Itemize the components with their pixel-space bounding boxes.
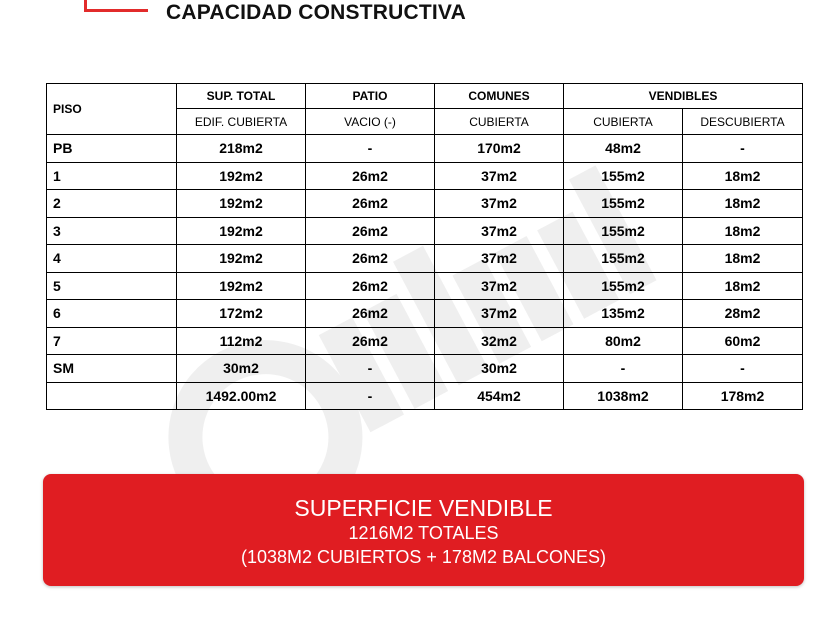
table-cell: 37m2	[435, 272, 564, 300]
banner-title: SUPERFICIE VENDIBLE	[294, 495, 553, 521]
banner-total: 1216M2 TOTALES	[348, 523, 499, 543]
table-cell: -	[564, 355, 683, 383]
table-cell: 135m2	[564, 300, 683, 328]
subheader-edif-cubierta: EDIF. CUBIERTA	[177, 109, 306, 135]
table-cell: 1038m2	[564, 382, 683, 410]
table-row	[47, 300, 803, 328]
table-cell: 178m2	[683, 382, 803, 410]
table-cell: 26m2	[306, 272, 435, 300]
page-title: CAPACIDAD CONSTRUCTIVA	[166, 1, 466, 24]
table-cell: 60m2	[683, 327, 803, 355]
table-cell: -	[306, 382, 435, 410]
floor-cell: PB	[47, 135, 177, 163]
table-cell: -	[683, 135, 803, 163]
table-row	[47, 190, 803, 218]
table-cell: 454m2	[435, 382, 564, 410]
floor-cell: 4	[47, 245, 177, 273]
table-cell: 30m2	[177, 355, 306, 383]
summary-banner	[43, 474, 804, 586]
table-cell: 37m2	[435, 162, 564, 190]
table-cell: 1492.00m2	[177, 382, 306, 410]
table-cell: 155m2	[564, 190, 683, 218]
table-cell: 18m2	[683, 245, 803, 273]
table-cell: 112m2	[177, 327, 306, 355]
header-patio: PATIO	[306, 84, 435, 109]
table-cell: 32m2	[435, 327, 564, 355]
table-cell: 18m2	[683, 190, 803, 218]
table-cell: 37m2	[435, 300, 564, 328]
table-cell: 30m2	[435, 355, 564, 383]
table-cell: 28m2	[683, 300, 803, 328]
table-row	[47, 272, 803, 300]
table-cell: 18m2	[683, 272, 803, 300]
subheader-vendibles-descubierta: DESCUBIERTA	[683, 109, 803, 135]
table-cell: 48m2	[564, 135, 683, 163]
table-cell: 192m2	[177, 272, 306, 300]
header-vendibles: VENDIBLES	[564, 84, 803, 109]
table-row	[47, 135, 803, 163]
table-cell: 37m2	[435, 245, 564, 273]
banner-breakdown: (1038M2 CUBIERTOS + 178M2 BALCONES)	[241, 547, 606, 567]
table-cell: 192m2	[177, 190, 306, 218]
table-cell: 18m2	[683, 162, 803, 190]
table-cell: 172m2	[177, 300, 306, 328]
table-cell: 155m2	[564, 245, 683, 273]
table-cell: 80m2	[564, 327, 683, 355]
table-cell: 26m2	[306, 217, 435, 245]
table-header-row	[47, 84, 803, 109]
floor-cell: 1	[47, 162, 177, 190]
floor-cell: 7	[47, 327, 177, 355]
header-comunes: COMUNES	[435, 84, 564, 109]
table-cell: 192m2	[177, 217, 306, 245]
capacity-table	[46, 83, 803, 410]
table-cell: 26m2	[306, 245, 435, 273]
table-cell: 26m2	[306, 300, 435, 328]
table-cell: -	[683, 355, 803, 383]
table-cell: -	[306, 135, 435, 163]
table-row	[47, 382, 803, 410]
logo-mark	[84, 0, 148, 12]
floor-cell: 3	[47, 217, 177, 245]
table-row	[47, 217, 803, 245]
table-cell: 26m2	[306, 162, 435, 190]
table-cell: 155m2	[564, 217, 683, 245]
header-piso: PISO	[47, 84, 177, 135]
table-cell: 192m2	[177, 162, 306, 190]
subheader-vendibles-cubierta: CUBIERTA	[564, 109, 683, 135]
floor-cell: 6	[47, 300, 177, 328]
table-cell: -	[306, 355, 435, 383]
table-cell: 37m2	[435, 217, 564, 245]
floor-cell: SM	[47, 355, 177, 383]
table-row	[47, 162, 803, 190]
subheader-comunes-cubierta: CUBIERTA	[435, 109, 564, 135]
header-sup-total: SUP. TOTAL	[177, 84, 306, 109]
table-cell: 18m2	[683, 217, 803, 245]
table-cell: 155m2	[564, 162, 683, 190]
floor-cell: 2	[47, 190, 177, 218]
table-cell: 37m2	[435, 190, 564, 218]
table-cell: 26m2	[306, 190, 435, 218]
table-row	[47, 355, 803, 383]
subheader-vacio: VACIO (-)	[306, 109, 435, 135]
table-cell: 218m2	[177, 135, 306, 163]
floor-cell: 5	[47, 272, 177, 300]
table-cell: 155m2	[564, 272, 683, 300]
table-cell: 170m2	[435, 135, 564, 163]
floor-cell	[47, 382, 177, 410]
table-row	[47, 245, 803, 273]
table-cell: 26m2	[306, 327, 435, 355]
table-row	[47, 327, 803, 355]
table-cell: 192m2	[177, 245, 306, 273]
